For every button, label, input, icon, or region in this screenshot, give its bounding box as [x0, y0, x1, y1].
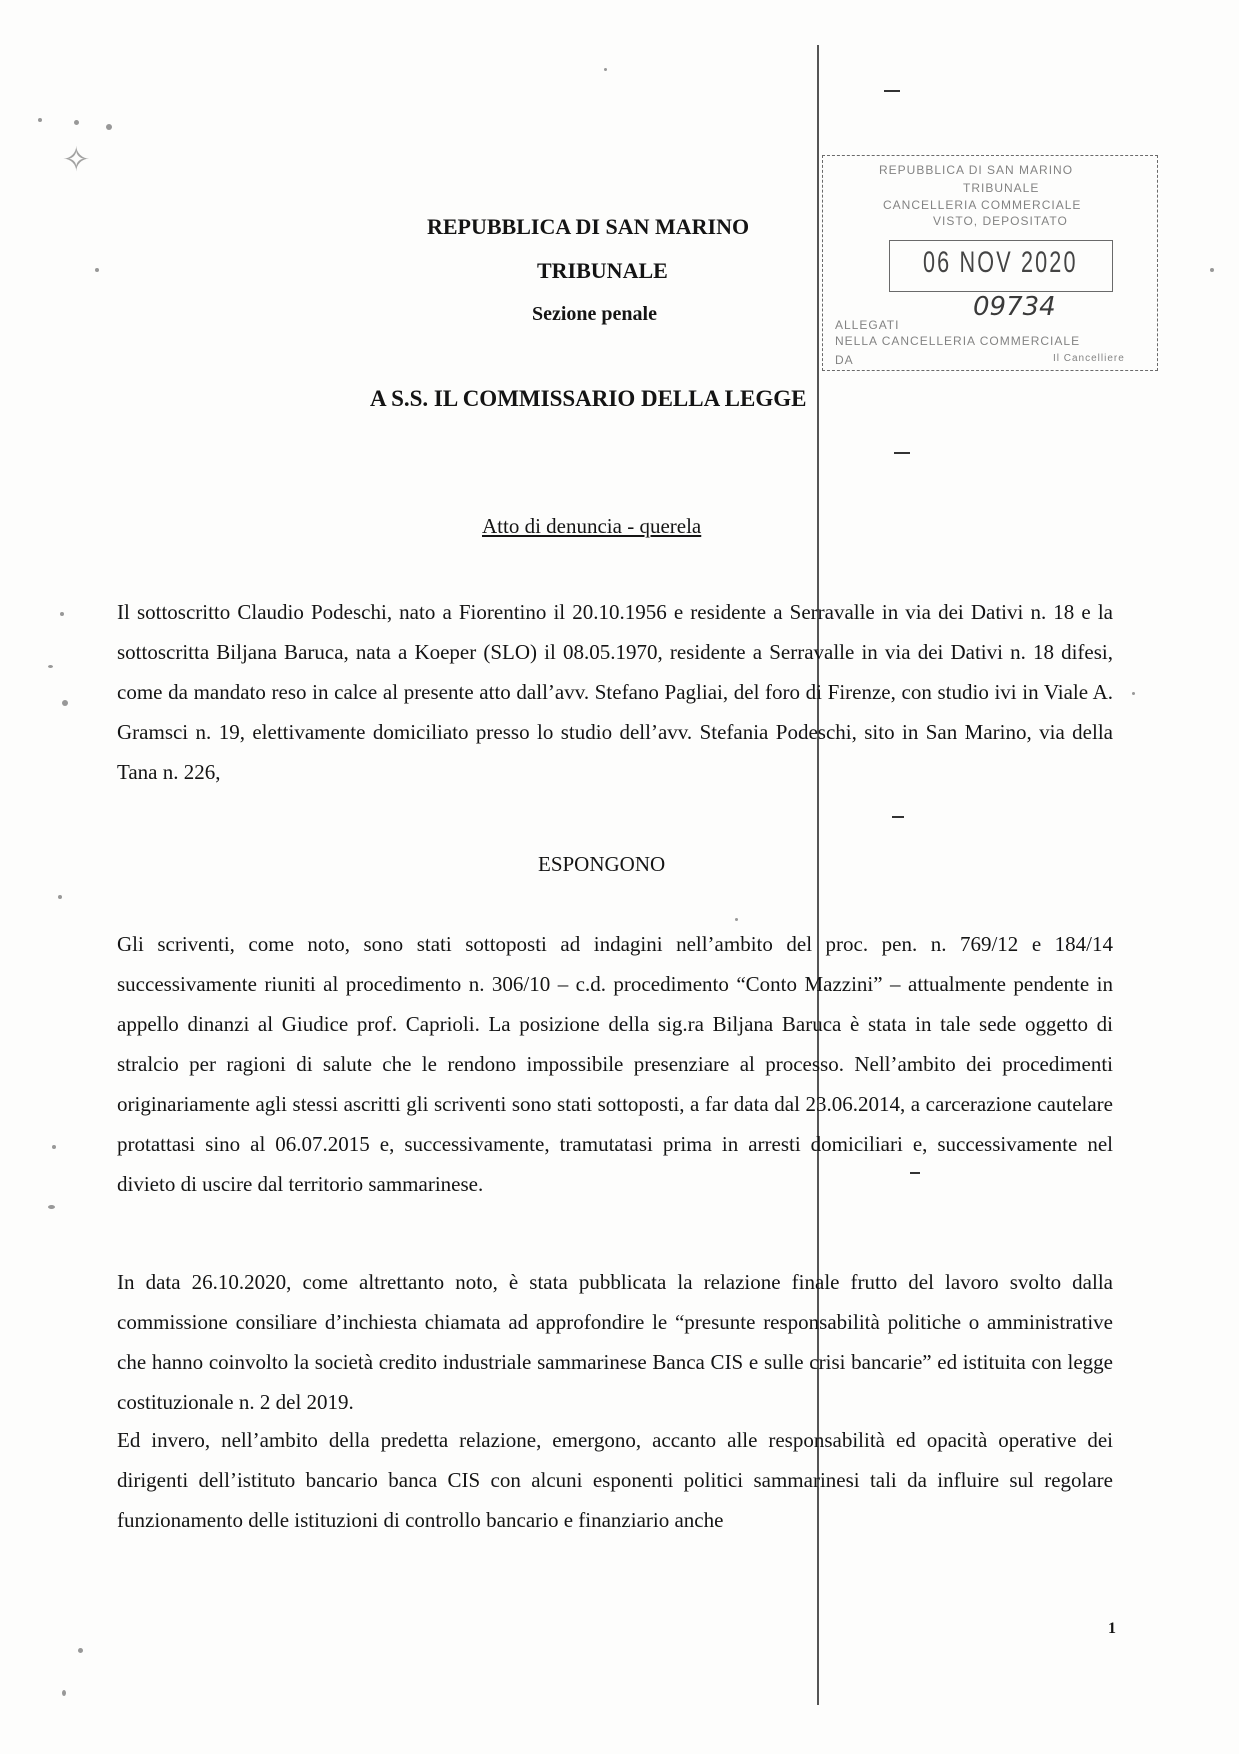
- header-recipient: A S.S. IL COMMISSARIO DELLA LEGGE: [370, 386, 807, 411]
- scan-speck: [1132, 692, 1135, 695]
- scan-speck: [106, 124, 112, 130]
- stamp-line: ALLEGATI: [835, 318, 900, 332]
- header-republic: REPUBBLICA DI SAN MARINO: [427, 214, 750, 239]
- filing-stamp: [822, 155, 1158, 371]
- stamp-line: CANCELLERIA COMMERCIALE: [883, 198, 1082, 212]
- scan-smudge: ✧: [62, 140, 91, 180]
- body-paragraph: Ed invero, nell’ambito della predetta relazione, emergono, accanto alle responsabilità ed opacità operative dei dirigenti dell’istituto bancario banca CIS con alcuni esponenti politici sammarinesi tali da influire sul regolare funzionamento delle istituzioni di controllo bancario e finanziario anche: [117, 1428, 1113, 1532]
- scan-speck: [78, 1648, 83, 1653]
- scan-speck: [48, 1205, 55, 1209]
- scan-speck: [74, 120, 79, 125]
- stamp-line: TRIBUNALE: [963, 181, 1040, 195]
- scan-speck: [48, 665, 53, 668]
- scan-speck: [52, 1145, 56, 1149]
- scan-speck: [62, 700, 68, 706]
- stamp-line: Il Cancelliere: [1053, 353, 1125, 364]
- intro-paragraph: Il sottoscritto Claudio Podeschi, nato a Fiorentino il 20.10.1956 e residente a Serravalle in via dei Dativi n. 18 e la sottoscritta Biljana Baruca, nata a Koeper (SLO) il 08.05.1970, residente a Serravalle in via dei Dativi n. 18 difesi, come da mandato reso in calce al presente atto dall’avv. Stefano Pagliai, del foro di Firenze, con studio ivi in Viale A. Gramsci n. 19, elettivamente domiciliato presso lo studio dell’avv. Stefania Podeschi, sito in San Marino, via della Tana n. 226,: [117, 600, 1113, 784]
- scan-speck: [62, 1690, 66, 1696]
- scan-speck: [1210, 268, 1214, 272]
- stamp-line: NELLA CANCELLERIA COMMERCIALE: [835, 334, 1081, 348]
- stamp-line: VISTO, DEPOSITATO: [933, 214, 1068, 228]
- scan-speck: [95, 268, 99, 272]
- scan-speck: [735, 918, 738, 921]
- stamp-line: DA: [835, 353, 854, 367]
- header-section: Sezione penale: [532, 303, 657, 325]
- scan-speck: [60, 612, 64, 616]
- document-title: Atto di denuncia - querela: [482, 514, 702, 538]
- header-tribunal: TRIBUNALE: [537, 258, 668, 283]
- scan-speck: [38, 118, 42, 122]
- body-paragraph: Gli scriventi, come noto, sono stati sottoposti ad indagini nell’ambito del proc. pen. n. 769/12 e 184/14 successivamente riuniti al procedimento n. 306/10 – c.d. procedimento “Conto Mazzini” – attualmente pendente in appello dinanzi al Giudice prof. Caprioli. La posizione della sig.ra Biljana Baruca è stata in tale sede oggetto di stralcio per ragioni di salute che le rendono impossibile presenziare al processo. Nell’ambito dei procedimenti originariamente agli stessi ascritti gli scriventi sono stati sottoposti, a far data dal 23.06.2014, a carcerazione cautelare protattasi sino al 06.07.2015 e, successivamente, tramutatasi prima in arresti domiciliari e, successivamente nel divieto di uscire dal territorio sammarinese.: [117, 932, 1113, 1196]
- stamp-date: 06 NOV 2020: [923, 246, 1078, 279]
- scan-dash: [894, 452, 910, 454]
- scan-dash: [892, 816, 904, 818]
- stamp-handwritten-number: 09734: [973, 292, 1056, 322]
- body-paragraph: In data 26.10.2020, come altrettanto noto, è stata pubblicata la relazione finale frutto del lavoro svolto dalla commissione consiliare d’inchiesta chiamata ad approfondire le “presunte responsabilità politiche o amministrative che hanno coinvolto la società credito industriale sammarinese Banca CIS e sulle crisi bancarie” ed istituita con legge costituzionale n. 2 del 2019.: [117, 1270, 1113, 1414]
- scan-dash: [884, 90, 900, 92]
- scan-speck: [58, 895, 62, 899]
- page-number: 1: [1108, 1620, 1116, 1637]
- scan-speck: [604, 68, 607, 71]
- section-heading: ESPONGONO: [538, 852, 666, 876]
- stamp-line: REPUBBLICA DI SAN MARINO: [879, 163, 1074, 177]
